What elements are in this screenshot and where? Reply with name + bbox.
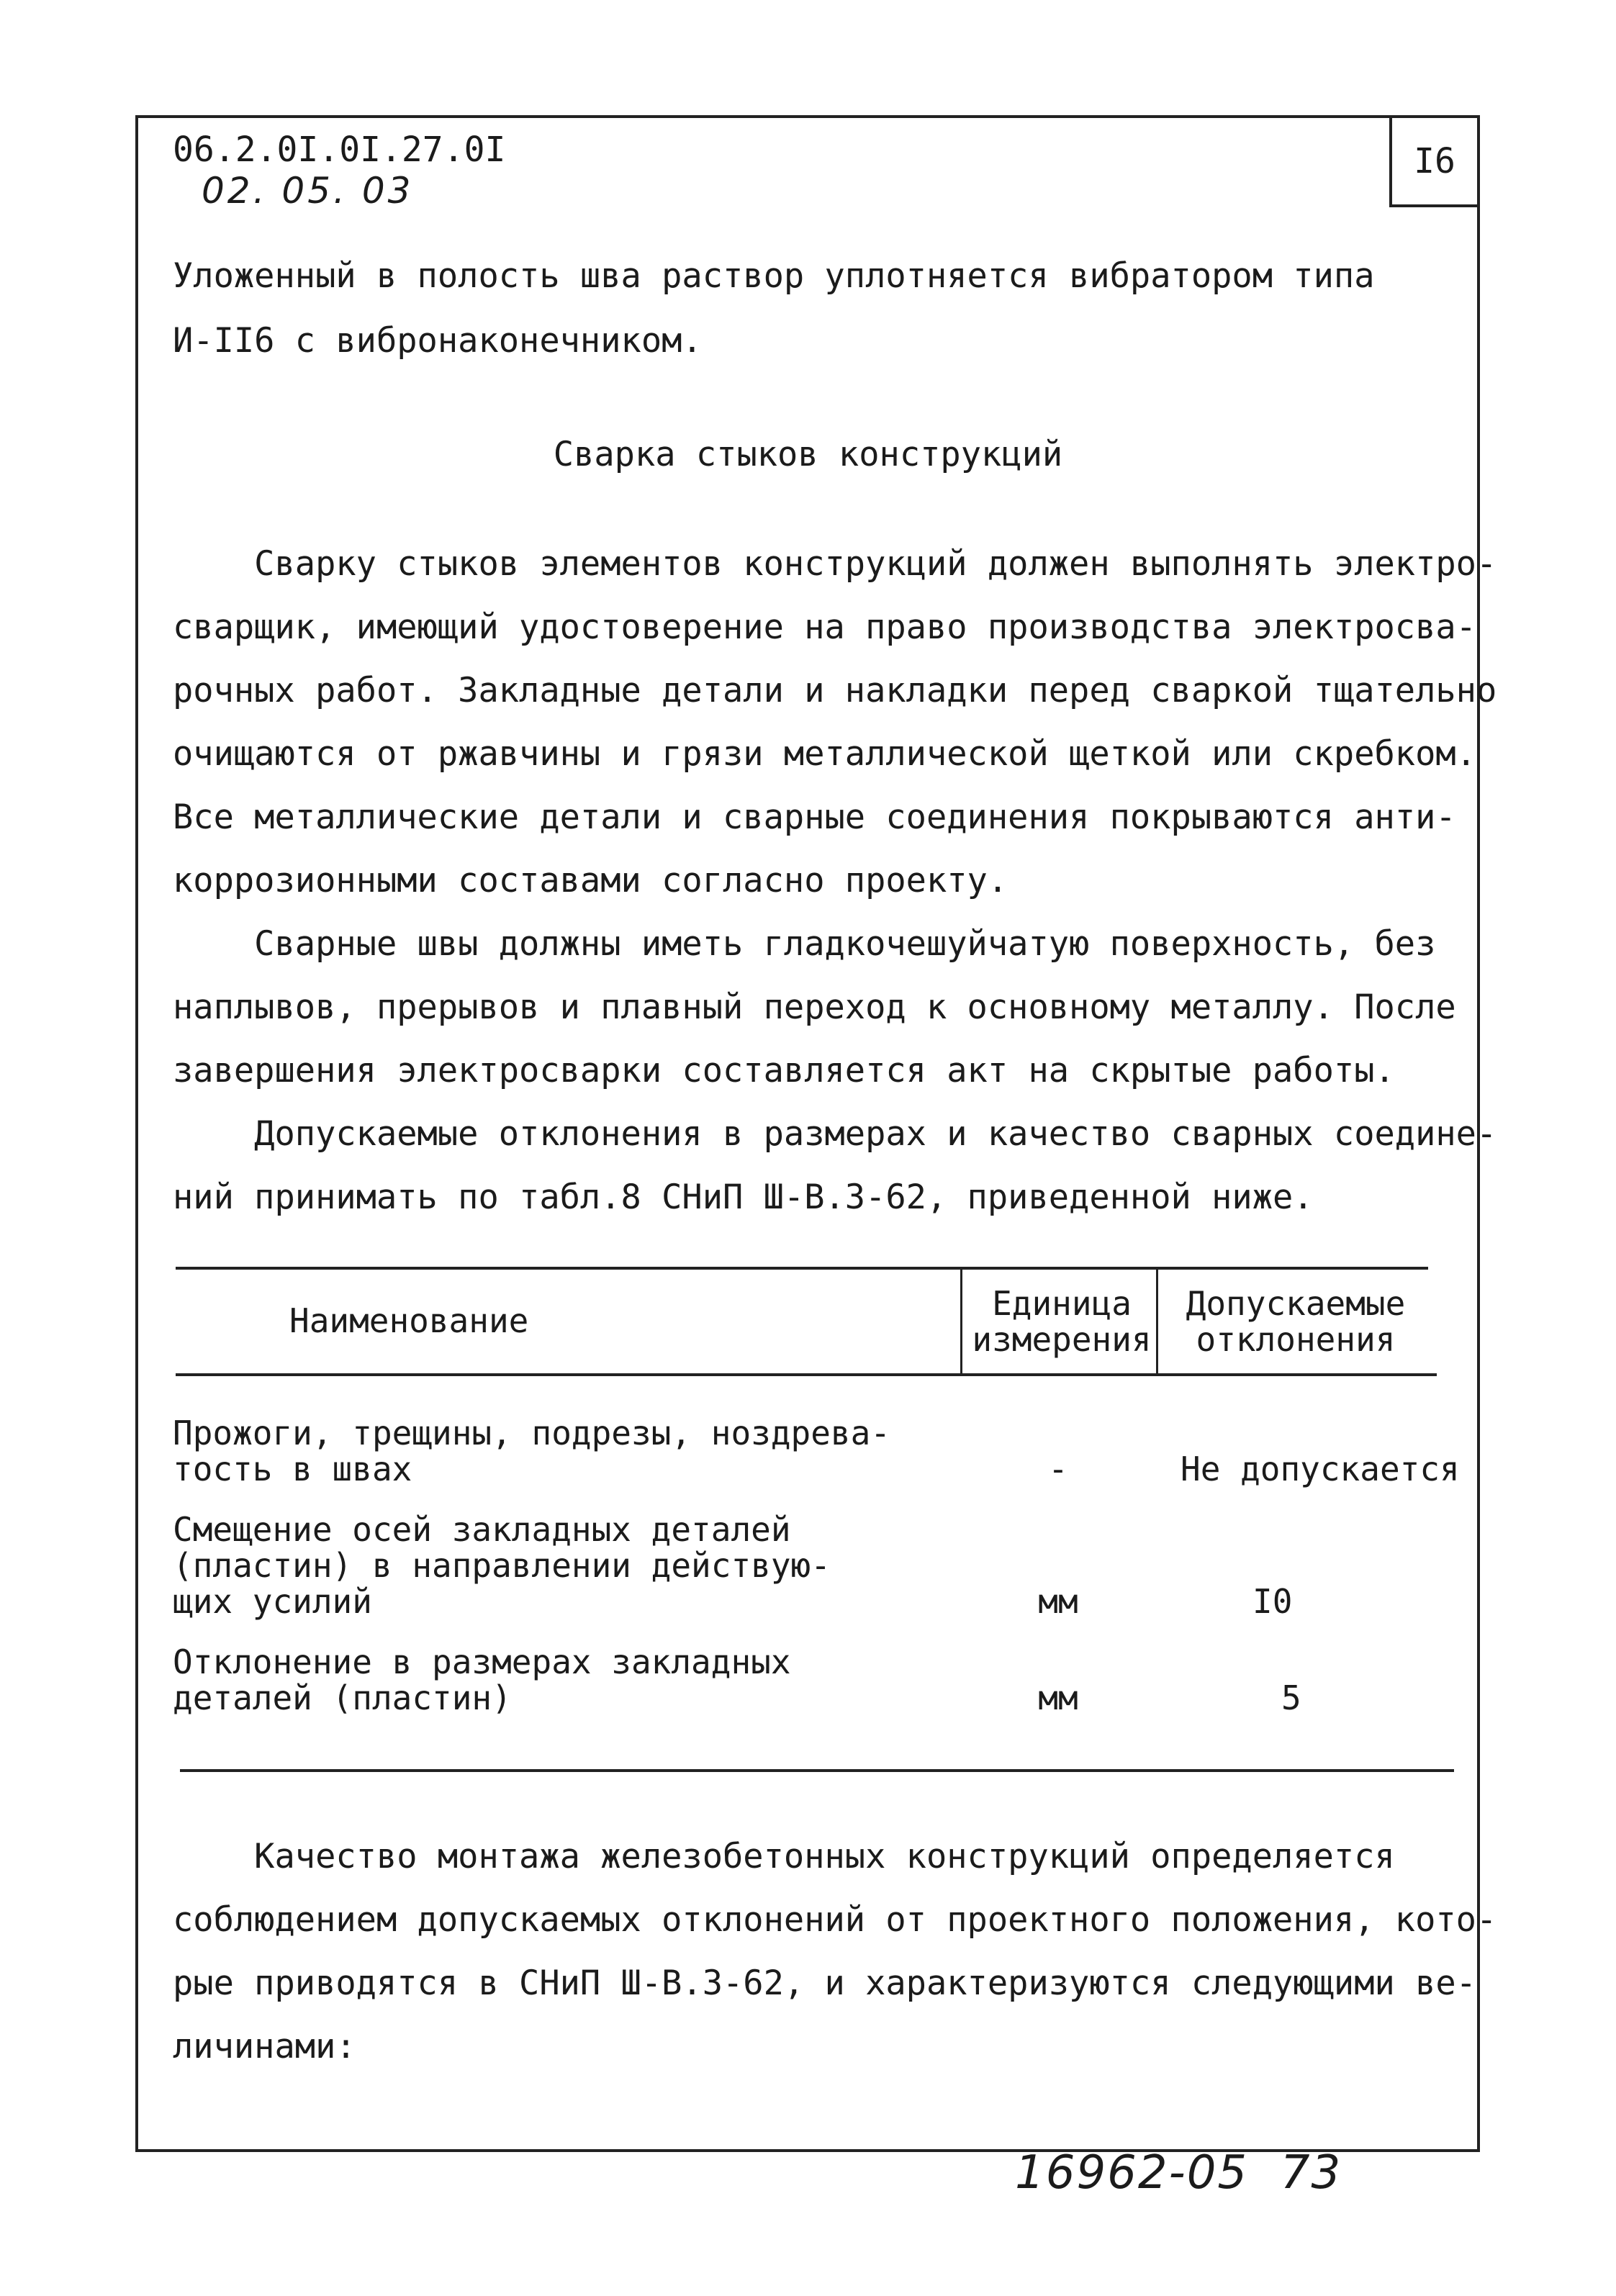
table-cell-line: щих усилий	[173, 1582, 372, 1621]
table-row-name	[173, 1415, 890, 1487]
table-row-unit: мм	[1038, 1582, 1078, 1621]
paragraph-line: Все металлические детали и сварные соединения покрываются анти-	[173, 797, 1456, 837]
table-header-unit-line: измерения	[972, 1320, 1152, 1359]
footer-stamp: 16962-05 73	[1015, 2146, 1342, 2200]
table-row-name	[173, 1511, 831, 1619]
paragraph-line: Допускаемые отклонения в размерах и качество сварных соедине-	[173, 1114, 1497, 1154]
handwritten-code: 02. 05. 03	[202, 170, 414, 212]
table-header-name: Наименование	[289, 1301, 529, 1340]
table-cell-line: тость в швах	[173, 1450, 412, 1488]
intro-line: И-II6 с вибронаконечником.	[173, 321, 703, 361]
table-cell-line: Отклонение в размерах закладных	[173, 1642, 791, 1681]
table-row-unit: мм	[1038, 1678, 1078, 1717]
paragraph-line: завершения электросварки составляется акт на скрытые работы.	[173, 1051, 1395, 1090]
paragraph-line: ний принимать по табл.8 СНиП Ш-В.3-62, приведенной ниже.	[173, 1178, 1314, 1217]
table-header-unit	[970, 1285, 1153, 1357]
paragraph-line: Сварные швы должны иметь гладкочешуйчатую поверхность, без	[173, 924, 1436, 964]
table-row-unit: -	[1048, 1450, 1068, 1488]
table-row-value: 5	[1281, 1678, 1301, 1717]
page-number: I6	[1389, 115, 1480, 207]
table-column-divider	[1156, 1270, 1158, 1373]
table-cell-line: деталей (пластин)	[173, 1678, 512, 1717]
intro-line: Уложенный в полость шва раствор уплотняется вибратором типа	[173, 256, 1375, 296]
paragraph-line: Сварку стыков элементов конструкций должен выполнять электро-	[173, 544, 1497, 584]
paragraph-line: очищаются от ржавчины и грязи металлической щеткой или скребком.	[173, 734, 1476, 774]
table-cell-line: (пластин) в направлении действую-	[173, 1546, 831, 1585]
paragraph-line: соблюдением допускаемых отклонений от проектного положения, кото-	[173, 1900, 1497, 1940]
paragraph-line: сварщик, имеющий удостоверение на право производства электросва-	[173, 607, 1476, 647]
table-top-rule	[176, 1267, 1428, 1270]
table-row-name	[173, 1644, 791, 1716]
table-header-tolerance-line: отклонения	[1196, 1320, 1396, 1359]
paragraph-line: личинами:	[173, 2027, 356, 2066]
table-bottom-rule	[180, 1769, 1454, 1772]
paragraph-line: Качество монтажа железобетонных конструкций определяется	[173, 1837, 1395, 1876]
paragraph-line: рые приводятся в СНиП Ш-В.3-62, и характеризуются следующими ве-	[173, 1963, 1476, 2003]
document-code: 06.2.0I.0I.27.0I	[173, 130, 506, 170]
paragraph-line: коррозионными составами согласно проекту.	[173, 861, 1008, 900]
table-header-tolerance-line: Допускаемые	[1186, 1284, 1406, 1323]
table-header-unit-line: Единица	[992, 1284, 1132, 1323]
table-column-divider	[960, 1270, 962, 1373]
paragraph-line: наплывов, прерывов и плавный переход к основному металлу. После	[173, 987, 1456, 1027]
table-row-value: I0	[1252, 1582, 1293, 1621]
table-row-value: Не допускается	[1181, 1450, 1460, 1488]
table-cell-line: Смещение осей закладных деталей	[173, 1510, 791, 1549]
table-header-tolerance	[1166, 1285, 1425, 1357]
paragraph-line: рочных работ. Закладные детали и накладки перед сваркой тщательно	[173, 671, 1497, 710]
table-header-rule	[176, 1373, 1437, 1376]
section-title: Сварка стыков конструкций	[553, 435, 1063, 474]
table-cell-line: Прожоги, трещины, подрезы, ноздрева-	[173, 1414, 890, 1452]
